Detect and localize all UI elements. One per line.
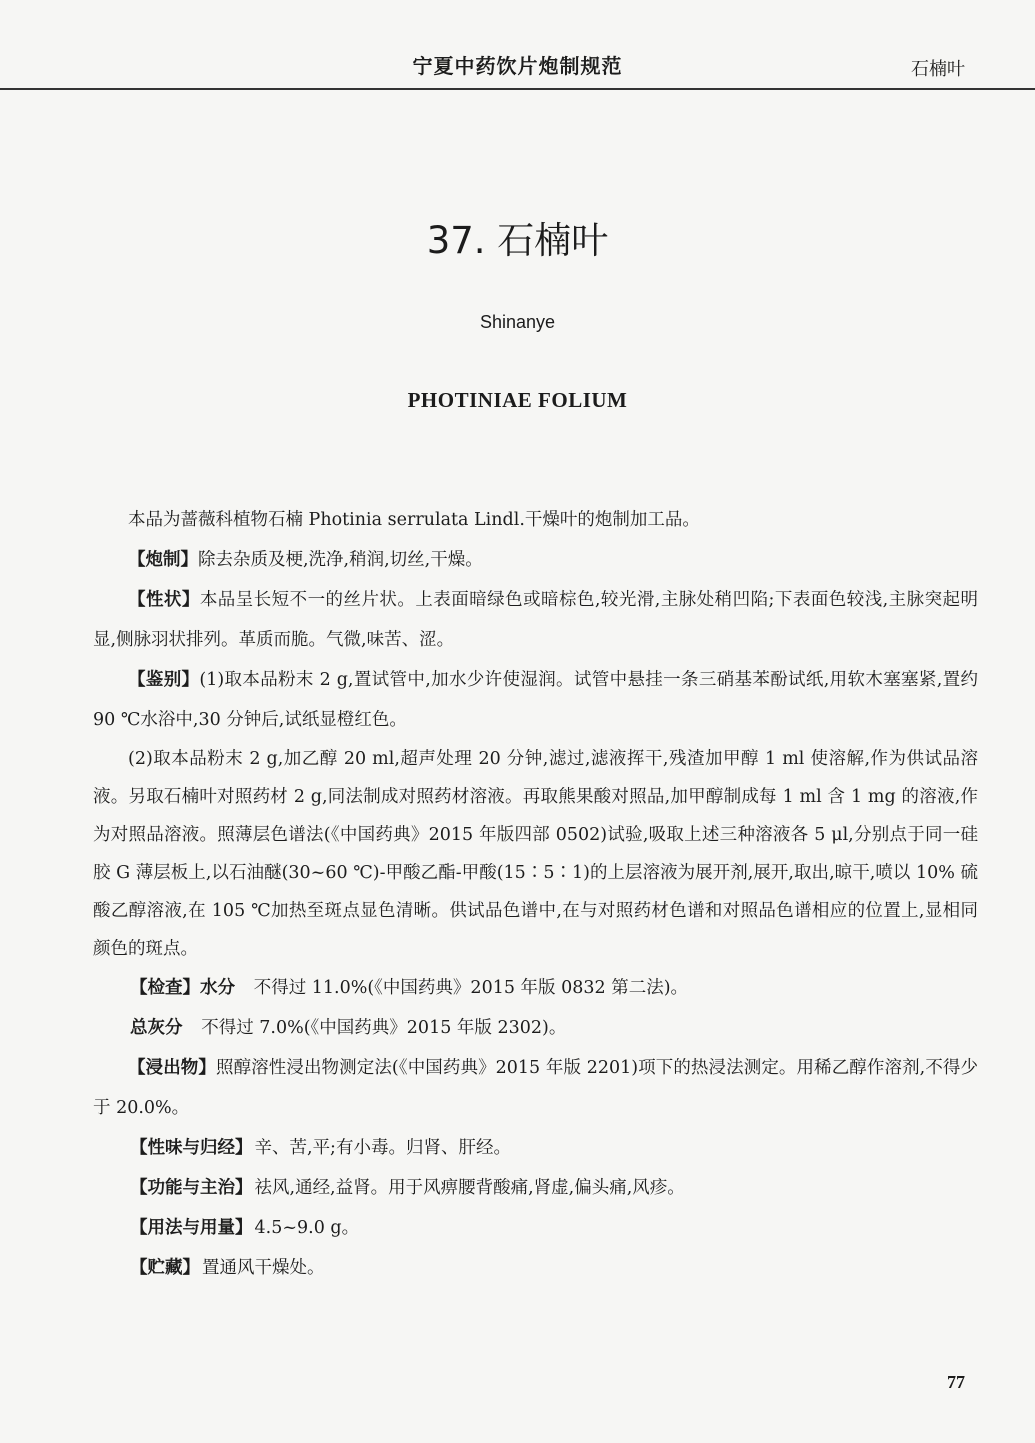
extract-text: 照醇溶性浸出物测定法(《中国药典》2015 年版 2201)项下的热浸法测定。用稀乙醇作溶剂,不得少于 20.0%。: [93, 1058, 979, 1118]
nature-label: 【性味与归经】: [130, 1138, 253, 1158]
processing-text: 除去杂质及梗,洗净,稍润,切丝,干燥。: [198, 550, 483, 570]
entry-pinyin: Shinanye: [479, 312, 556, 332]
nature-text: 辛、苦,平;有小毒。归肾、肝经。: [254, 1138, 511, 1158]
processing-label: 【炮制】: [128, 550, 198, 570]
character-paragraph: [93, 580, 978, 660]
ash-text: 不得过 7.0%(《中国药典》2015 年版 2302)。: [201, 1018, 567, 1038]
dosage-text: 4.5~9.0 g。: [254, 1218, 360, 1238]
entry-title: 37. 石楠叶: [426, 219, 609, 262]
intro-paragraph: 本品为蔷薇科植物石楠 Photinia serrulata Lindl.干燥叶的炮制加工品。: [128, 510, 700, 530]
function-paragraph: [93, 1168, 978, 1208]
page-number: 77: [947, 1372, 965, 1392]
dosage-label: 【用法与用量】: [130, 1218, 253, 1238]
character-text: 本品呈长短不一的丝片状。上表面暗绿色或暗棕色,较光滑,主脉处稍凹陷;下表面色较浅,主脉突起明显,侧脉羽状排列。革质而脆。气微,味苦、涩。: [93, 590, 979, 650]
processing-paragraph: [93, 540, 978, 580]
ash-label: 总灰分: [130, 1018, 183, 1038]
function-label: 【功能与主治】: [130, 1178, 253, 1198]
nature-paragraph: [93, 1128, 978, 1168]
identification-label: 【鉴别】: [128, 670, 200, 690]
header-running-head: 石楠叶: [911, 59, 965, 80]
storage-label: 【贮藏】: [130, 1258, 200, 1278]
character-label: 【性状】: [128, 590, 200, 610]
inspection-paragraph: [93, 968, 978, 1008]
identification-paragraph-2: (2)取本品粉末 2 g,加乙醇 20 ml,超声处理 20 分钟,滤过,滤液挥干,残渣加甲醇 1 ml 使溶解,作为供试品溶液。另取石楠叶对照药材 2 g,同法制成对照药材溶液。再取熊果酸对照品,加甲醇制成每 1 ml 含 1 mg 的溶液,作为对照品溶液。照薄层色谱法(《中国药典》2015 年版四部 0502)试验,吸取上述三种溶液各 5 μl,分别点于同一硅胶 G 薄层板上,以石油醚(30~60 ℃)-甲酸乙酯-甲酸(15∶5∶1)的上层溶液为展开剂,展开,取出,晾干,喷以 10% 硫酸乙醇溶液,在 105 ℃加热至斑点显色清晰。供试品色谱中,在与对照药材色谱和对照品色谱相应的位置上,显相同颜色的斑点。: [93, 749, 978, 959]
inspection-text: 不得过 11.0%(《中国药典》2015 年版 0832 第二法)。: [253, 978, 689, 998]
extract-paragraph: [93, 1048, 978, 1128]
entry-latin-name: PHOTINIAE FOLIUM: [407, 388, 628, 412]
function-text: 祛风,通经,益肾。用于风痹腰背酸痛,肾虚,偏头痛,风疹。: [254, 1178, 685, 1198]
storage-paragraph: [93, 1248, 978, 1288]
monograph-body: [93, 500, 978, 1288]
ash-paragraph: [93, 1008, 978, 1048]
dosage-paragraph: [93, 1208, 978, 1248]
identification-text-1: (1)取本品粉末 2 g,置试管中,加水少许使湿润。试管中悬挂一条三硝基苯酚试纸,用软木塞塞紧,置约 90 ℃水浴中,30 分钟后,试纸显橙红色。: [93, 670, 979, 730]
header-book-title: 宁夏中药饮片炮制规范: [412, 54, 623, 78]
inspection-label: 【检查】水分: [130, 978, 235, 998]
header-rule: [0, 88, 1035, 90]
extract-label: 【浸出物】: [128, 1058, 216, 1078]
storage-text: 置通风干燥处。: [202, 1258, 325, 1278]
identification-paragraph-1: [93, 660, 978, 740]
